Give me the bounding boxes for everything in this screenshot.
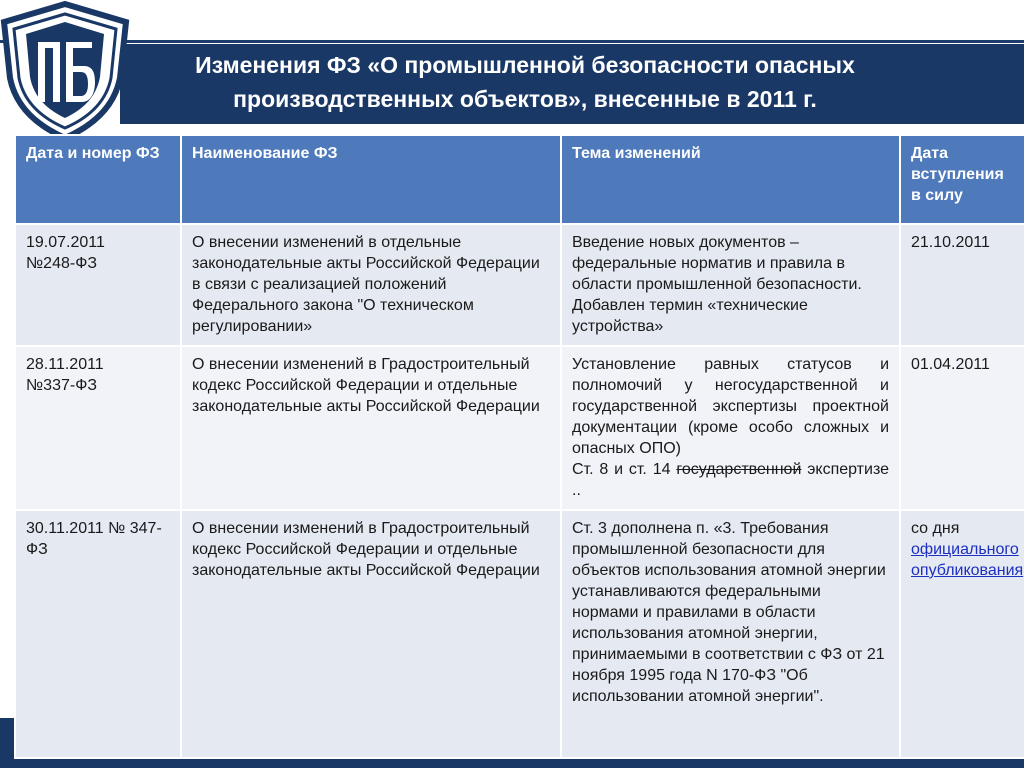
cell-effective-date [900, 510, 1024, 758]
cell-date-number: 30.11.2011 № 347-ФЗ [15, 510, 181, 758]
cell-date-number: 28.11.2011 №337-ФЗ [15, 346, 181, 510]
topic-note-prefix: Ст. 8 и ст. 14 [572, 461, 677, 478]
topic-article-note [572, 459, 889, 501]
title-line-1: Изменения ФЗ «О промышленной безопасности опасных [195, 52, 855, 78]
cell-law-name: О внесении изменений в отдельные законодательные акты Российской Федерации в связи с реализацией положений Федерального закона "О техническом регулировании» [181, 224, 561, 346]
header-date-number: Дата и номер ФЗ [15, 135, 181, 224]
official-publication-link[interactable]: официального опубликования [911, 541, 1024, 579]
title-line-2: производственных объектов», внесенные в 2011 г. [233, 86, 817, 112]
cell-effective-date: 01.04.2011 [900, 346, 1024, 510]
cell-change-topic: Ст. 3 дополнена п. «3. Требования промышленной безопасности для объектов использования атомной энергии устанавливаются федеральными нормами и правилами в области использования атомной энергии, принимаемыми в соответствии с ФЗ от 21 ноября 1995 года N 170-ФЗ "Об использовании атомной энергии". [561, 510, 900, 758]
top-divider-line [0, 40, 1024, 43]
effective-prefix: со дня [911, 520, 960, 537]
cell-date-number: 19.07.2011 №248-ФЗ [15, 224, 181, 346]
page-title [130, 48, 920, 116]
topic-note-strikethrough: государственной [676, 461, 802, 478]
company-logo-shield [0, 0, 130, 140]
law-changes-table [14, 134, 1024, 759]
cell-effective-date: 21.10.2011 [900, 224, 1024, 346]
cell-change-topic: Введение новых документов – федеральные норматив и правила в области промышленной безопасности. Добавлен термин «технические устройства» [561, 224, 900, 346]
header-law-name: Наименование ФЗ [181, 135, 561, 224]
cell-law-name: О внесении изменений в Градостроительный кодекс Российской Федерации и отдельные законодательные акты Российской Федерации [181, 510, 561, 758]
header-effective-date: Дата вступления в силу [900, 135, 1024, 224]
cell-change-topic [561, 346, 900, 510]
topic-note-suffix: экспертизе .. [572, 461, 889, 499]
table-row [15, 346, 1024, 510]
cell-law-name: О внесении изменений в Градостроительный кодекс Российской Федерации и отдельные законодательные акты Российской Федерации [181, 346, 561, 510]
topic-text: Установление равных статусов и полномочий у негосударственной и государственной экспертизы проектной документации (кроме особо сложных и опасных ОПО) [572, 356, 889, 457]
table-row [15, 510, 1024, 758]
table-header-row [15, 135, 1024, 224]
table-row [15, 224, 1024, 346]
header-change-topic: Тема изменений [561, 135, 900, 224]
